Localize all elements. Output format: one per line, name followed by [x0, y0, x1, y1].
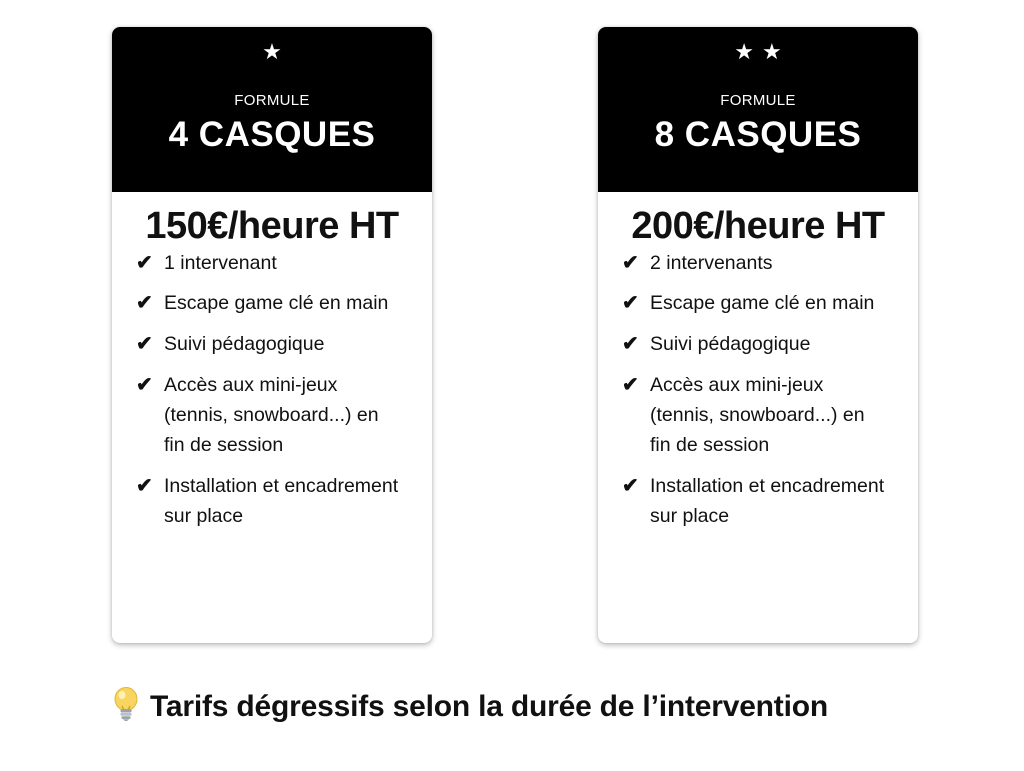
check-icon: ✔ — [622, 333, 639, 355]
footer-text: Tarifs dégressifs selon la durée de l’intervention — [150, 690, 828, 723]
card-header — [112, 27, 432, 192]
formule-name: 4 CASQUES — [168, 115, 376, 154]
feature-item — [136, 288, 432, 318]
price: 200€/heure HT — [631, 205, 885, 247]
formule-label: FORMULE — [720, 92, 796, 109]
feature-item — [622, 370, 918, 460]
feature-text: Escape game clé en main — [164, 292, 389, 314]
check-icon: ✔ — [136, 475, 153, 497]
feature-list — [598, 248, 918, 531]
feature-text: Installation et encadrement sur place — [164, 475, 399, 527]
check-icon: ✔ — [622, 475, 639, 497]
feature-item — [136, 329, 432, 359]
formule-label: FORMULE — [234, 92, 310, 109]
feature-text: 2 intervenants — [650, 252, 773, 274]
feature-item — [622, 288, 918, 318]
star-icon: ★★ — [734, 39, 790, 64]
feature-item — [622, 329, 918, 359]
card-header — [598, 27, 918, 192]
price: 150€/heure HT — [145, 205, 399, 247]
feature-text: Accès aux mini-jeux (tennis, snowboard...) en fin de session — [650, 374, 865, 456]
check-icon: ✔ — [136, 374, 153, 396]
star-icon: ★ — [262, 39, 290, 64]
check-icon: ✔ — [136, 252, 153, 274]
feature-text: 1 intervenant — [164, 252, 277, 274]
feature-text: Installation et encadrement sur place — [650, 475, 885, 527]
formule-name: 8 CASQUES — [654, 115, 862, 154]
feature-text: Escape game clé en main — [650, 292, 875, 314]
check-icon: ✔ — [622, 252, 639, 274]
feature-item — [136, 471, 432, 531]
feature-item — [622, 471, 918, 531]
feature-item — [136, 370, 432, 460]
check-icon: ✔ — [622, 374, 639, 396]
feature-text: Suivi pédagogique — [650, 333, 811, 355]
check-icon: ✔ — [622, 292, 639, 314]
feature-text: Accès aux mini-jeux (tennis, snowboard...) en fin de session — [164, 374, 379, 456]
pricing-card-8-casques — [598, 27, 918, 643]
feature-item — [136, 248, 432, 278]
check-icon: ✔ — [136, 292, 153, 314]
pricing-card-4-casques — [112, 27, 432, 643]
check-icon: ✔ — [136, 333, 153, 355]
footer-note — [112, 686, 828, 724]
feature-list — [112, 248, 432, 531]
lightbulb-icon — [112, 686, 140, 722]
feature-item — [622, 248, 918, 278]
feature-text: Suivi pédagogique — [164, 333, 325, 355]
